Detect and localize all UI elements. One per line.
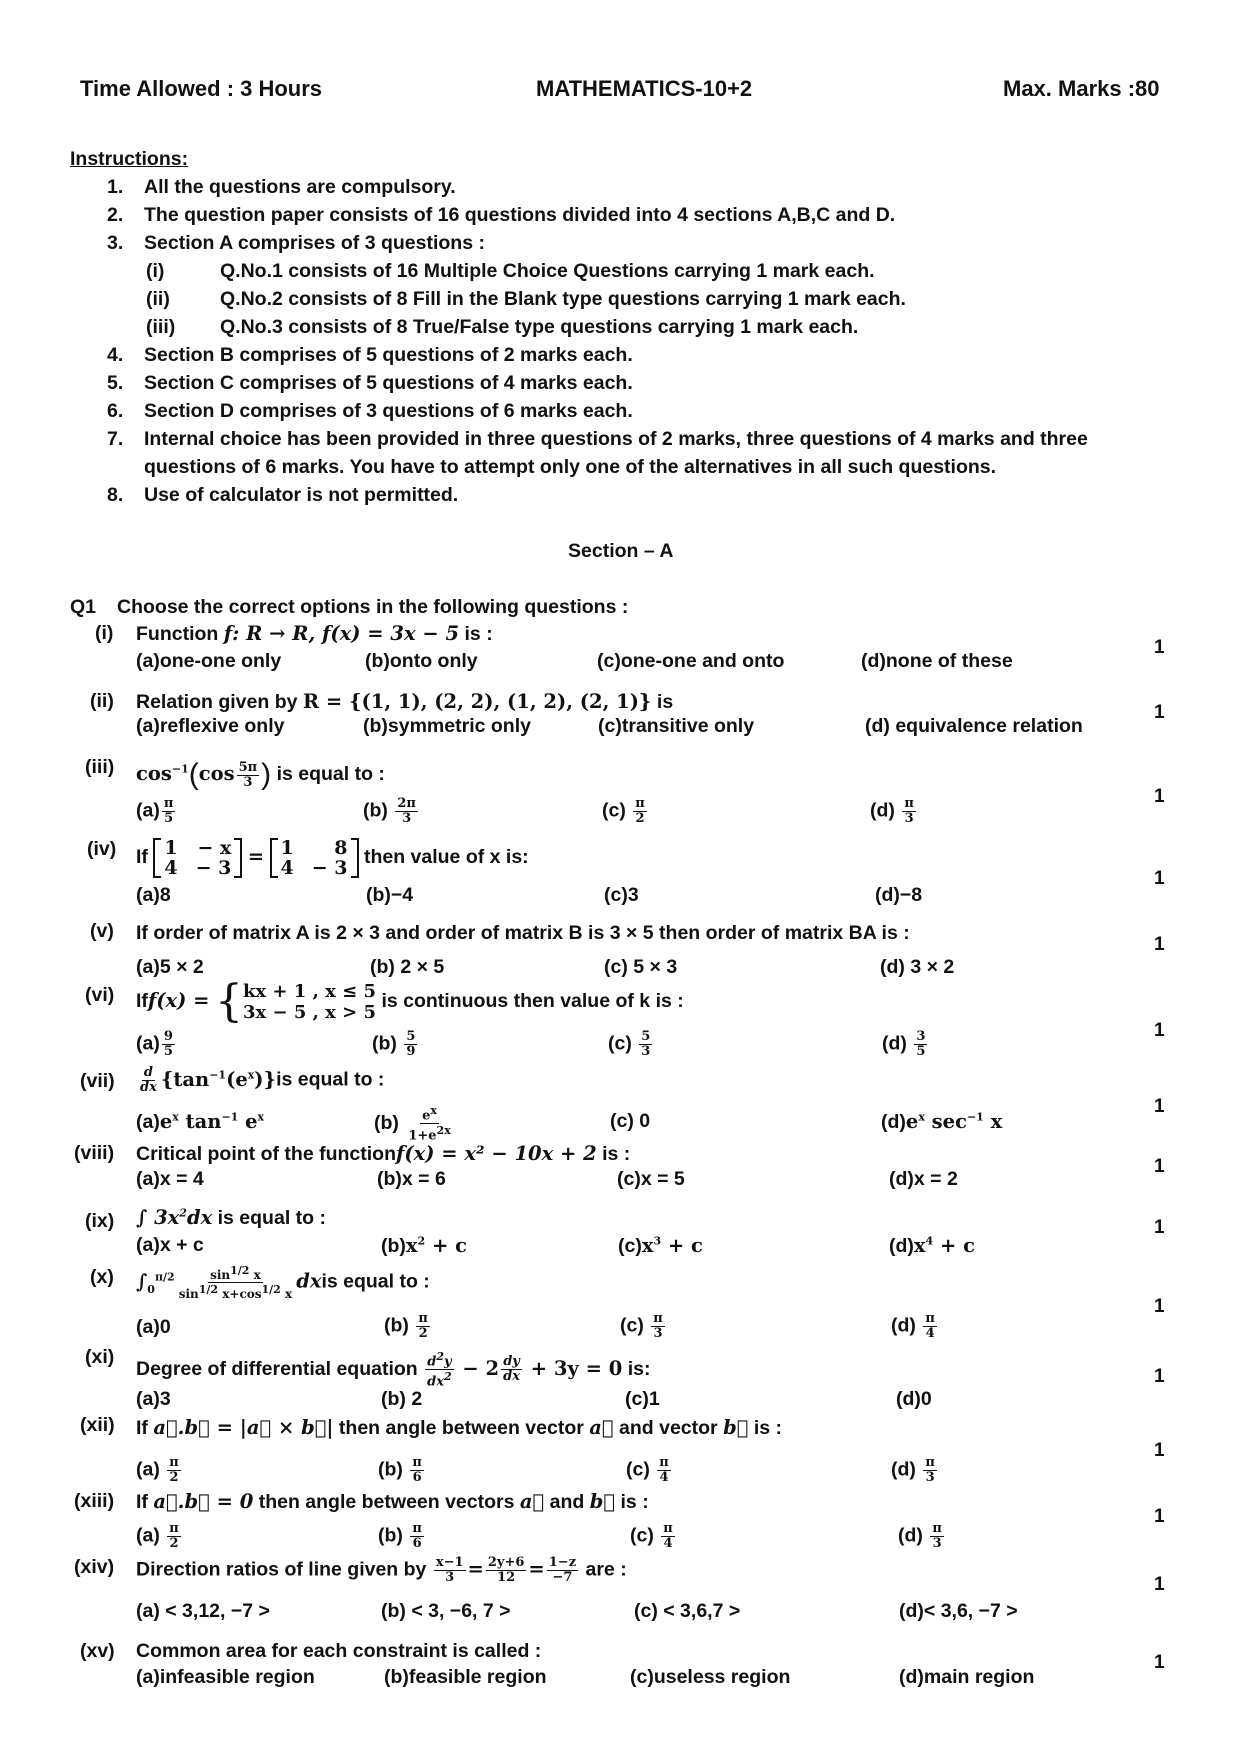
question-stem: Critical point of the functionf(x) = x² − 10x + 2 is : bbox=[136, 1142, 631, 1165]
sub-instruction-num: (iii) bbox=[146, 316, 176, 338]
instruction-num: 5. bbox=[107, 372, 124, 394]
option-c: (c) $\frac{\pi}{3}$ bbox=[620, 1311, 663, 1341]
instruction-text: Section B comprises of 5 questions of 2 marks each. bbox=[144, 344, 633, 366]
option-d: $(d)x^4 + c$ bbox=[889, 1234, 975, 1257]
option-b: (b) $\frac{\pi}{6}$ bbox=[378, 1455, 422, 1485]
option-a: (a)5 × 2 bbox=[136, 956, 204, 978]
option-d: (d) equivalence relation bbox=[865, 715, 1083, 737]
option-d: (d)< 3,6, −7 > bbox=[899, 1600, 1018, 1622]
option-b: (b)x = 6 bbox=[377, 1168, 446, 1190]
option-d: (d) 3 × 2 bbox=[880, 956, 955, 978]
option-d: (d) $\frac{\pi}{3}$ bbox=[870, 796, 914, 826]
instruction-text: The question paper consists of 16 questions divided into 4 sections A,B,C and D. bbox=[144, 204, 896, 226]
sub-instruction-text: Q.No.3 consists of 8 True/False type questions carrying 1 mark each. bbox=[220, 316, 859, 338]
question-stem: If 1 − x 4 − 3 = 1 8 4 − 3 then value of x is: bbox=[136, 837, 529, 879]
option-b: (b) 2 bbox=[381, 1388, 423, 1410]
option-b: (b) $\frac{\pi}{6}$ bbox=[378, 1521, 422, 1551]
marks: 1 bbox=[1154, 1156, 1165, 1177]
option-b: (b)symmetric only bbox=[363, 715, 531, 737]
option-c: (c) $\frac{\pi}{4}$ bbox=[630, 1521, 673, 1551]
instruction-num: 3. bbox=[107, 232, 124, 254]
sub-instruction-num: (i) bbox=[146, 260, 165, 282]
marks: 1 bbox=[1154, 1506, 1165, 1527]
option-b: (b)onto only bbox=[365, 650, 478, 672]
option-c: (c) $\frac{\pi}{4}$ bbox=[626, 1455, 669, 1485]
instruction-num: 8. bbox=[107, 484, 124, 506]
option-c: (c) $\frac{\pi}{2}$ bbox=[602, 796, 645, 826]
instruction-text-continued: questions of 6 marks. You have to attempt only one of the alternatives in all such questions. bbox=[144, 456, 997, 478]
sub-question-num: (xi) bbox=[85, 1346, 115, 1368]
marks: 1 bbox=[1154, 1217, 1165, 1238]
question-number: Q1 bbox=[70, 596, 97, 618]
time-allowed: Time Allowed : 3 Hours bbox=[80, 76, 323, 101]
option-b: (b)−4 bbox=[366, 884, 414, 906]
marks: 1 bbox=[1154, 1440, 1165, 1461]
question-stem: Common area for each constraint is called : bbox=[136, 1640, 542, 1662]
question-stem: $\cos^{-1}(\cos$ $\frac{5\pi}{3}$ ) is equal to : bbox=[136, 758, 385, 791]
marks: 1 bbox=[1154, 934, 1165, 955]
question-stem: $\int_0^{\pi/2}$ $\frac{\sin^{1/2} x}{\sin^{1/2} x+\cos^{1/2} x}$ dxis equal to : bbox=[136, 1264, 430, 1301]
option-a: (a)infeasible region bbox=[136, 1666, 315, 1688]
option-b: (b) < 3, −6, 7 > bbox=[381, 1600, 511, 1622]
question-stem: If a⃗.b⃗ = |a⃗ × b⃗| then angle between vector a⃗ and vector b⃗ is : bbox=[136, 1416, 783, 1439]
max-marks: Max. Marks :80 bbox=[1003, 76, 1160, 101]
option-c: (c)one-one and onto bbox=[597, 650, 785, 672]
option-c: (c)transitive only bbox=[598, 715, 755, 737]
option-d: $(d)e^x$ $\sec^{-1} x$ bbox=[881, 1110, 1003, 1133]
marks: 1 bbox=[1154, 637, 1165, 658]
question-stem: $\frac{d}{dx}$ $\{\tan^{-1}(e^x)\}is$ equal to : bbox=[140, 1065, 385, 1095]
option-a: (a) $\frac{9}{5}$ bbox=[136, 1029, 173, 1059]
instruction-num: 2. bbox=[107, 204, 124, 226]
option-a: (a)one-one only bbox=[136, 650, 282, 672]
sub-question-num: (i) bbox=[95, 622, 114, 644]
section-title: Section – A bbox=[568, 540, 674, 562]
option-b: (b) 2 × 5 bbox=[370, 956, 445, 978]
marks: 1 bbox=[1154, 868, 1165, 889]
option-d: (d) $\frac{3}{5}$ bbox=[882, 1029, 926, 1059]
option-d: (d) $\frac{\pi}{3}$ bbox=[891, 1455, 935, 1485]
sub-question-num: (xiv) bbox=[74, 1556, 115, 1578]
marks: 1 bbox=[1154, 1366, 1165, 1387]
option-b: (b) $\frac{2\pi}{3}$ bbox=[363, 796, 416, 826]
instruction-num: 1. bbox=[107, 176, 124, 198]
option-c: (c)x = 5 bbox=[617, 1168, 685, 1190]
option-a: (a)x = 4 bbox=[136, 1168, 204, 1190]
instruction-num: 6. bbox=[107, 400, 124, 422]
sub-question-num: (ii) bbox=[90, 690, 114, 712]
marks: 1 bbox=[1154, 1096, 1165, 1117]
option-c: (c) 0 bbox=[610, 1110, 651, 1132]
marks: 1 bbox=[1154, 786, 1165, 807]
paper-subject: MATHEMATICS-10+2 bbox=[536, 76, 753, 101]
option-a: $(a)e^x$ $\tan^{-1} e^x$ bbox=[136, 1110, 265, 1133]
instruction-text: All the questions are compulsory. bbox=[144, 176, 456, 198]
option-b: (b) $\frac{\pi}{2}$ bbox=[384, 1311, 428, 1341]
instruction-text: Use of calculator is not permitted. bbox=[144, 484, 459, 506]
option-c: $(c)x^3 + c$ bbox=[618, 1234, 703, 1257]
option-d: (d)main region bbox=[899, 1666, 1035, 1688]
option-c: (c)useless region bbox=[630, 1666, 791, 1688]
marks: 1 bbox=[1154, 1652, 1165, 1673]
option-c: (c) $\frac{5}{3}$ bbox=[608, 1029, 651, 1059]
sub-question-num: (xiii) bbox=[74, 1490, 115, 1512]
sub-instruction-text: Q.No.1 consists of 16 Multiple Choice Questions carrying 1 mark each. bbox=[220, 260, 875, 282]
marks: 1 bbox=[1154, 1020, 1165, 1041]
option-a: (a) < 3,12, −7 > bbox=[136, 1600, 270, 1622]
instruction-text: Section C comprises of 5 questions of 4 marks each. bbox=[144, 372, 633, 394]
question-heading: Choose the correct options in the following questions : bbox=[117, 596, 629, 618]
option-a: (a)reflexive only bbox=[136, 715, 285, 737]
question-stem: Degree of differential equation $\frac{d^2y}{dx^2}$ − 2 $\frac{dy}{dx}$ + 3y = 0 is: bbox=[136, 1350, 651, 1390]
marks: 1 bbox=[1154, 1574, 1165, 1595]
option-a: (a)x + c bbox=[136, 1234, 204, 1256]
sub-question-num: (viii) bbox=[74, 1142, 115, 1164]
sub-question-num: (vi) bbox=[85, 984, 115, 1006]
sub-question-num: (iii) bbox=[85, 756, 115, 778]
sub-question-num: (iv) bbox=[87, 838, 117, 860]
question-stem: If order of matrix A is 2 × 3 and order of matrix B is 3 × 5 then order of matrix BA is : bbox=[136, 922, 910, 944]
option-b: (b) $\frac{e^x}{1+e^{2x}}$ bbox=[374, 1104, 451, 1144]
option-a: (a) $\frac{\pi}{2}$ bbox=[136, 1521, 179, 1551]
option-d: (d)−8 bbox=[875, 884, 923, 906]
option-d: (d) $\frac{\pi}{4}$ bbox=[891, 1311, 935, 1341]
option-b: (b) $\frac{5}{9}$ bbox=[372, 1029, 416, 1059]
question-stem: Function f: R → R, f(x) = 3x − 5 is : bbox=[136, 622, 493, 645]
sub-question-num: (x) bbox=[90, 1266, 114, 1288]
option-d: (d)x = 2 bbox=[889, 1168, 958, 1190]
option-d: (d)0 bbox=[896, 1388, 932, 1410]
option-b: $(b)x^2 + c$ bbox=[381, 1234, 467, 1257]
sub-instruction-text: Q.No.2 consists of 8 Fill in the Blank type questions carrying 1 mark each. bbox=[220, 288, 906, 310]
marks: 1 bbox=[1154, 702, 1165, 723]
sub-question-num: (v) bbox=[90, 920, 114, 942]
option-c: (c)3 bbox=[604, 884, 639, 906]
option-a: (a) $\frac{\pi}{5}$ bbox=[136, 796, 174, 826]
option-d: (d)none of these bbox=[861, 650, 1013, 672]
question-stem: If a⃗.b⃗ = 0 then angle between vectors a⃗ and b⃗ is : bbox=[136, 1490, 649, 1513]
option-a: (a)0 bbox=[136, 1316, 171, 1338]
option-c: (c) < 3,6,7 > bbox=[634, 1600, 741, 1622]
option-d: (d) $\frac{\pi}{3}$ bbox=[898, 1521, 942, 1551]
instruction-text: Section A comprises of 3 questions : bbox=[144, 232, 485, 254]
question-stem: Iff(x) = { kx + 1 , x ≤ 5 3x − 5 , x > 5 is continuous then value of k is : bbox=[136, 976, 684, 1027]
question-stem: Direction ratios of line given by $\frac{x-1}{3}$ = $\frac{2y+6}{12}$ = $\frac{1-z}{-7}$ are : bbox=[136, 1555, 627, 1585]
option-a: (a) $\frac{\pi}{2}$ bbox=[136, 1455, 179, 1485]
sub-instruction-num: (ii) bbox=[146, 288, 170, 310]
sub-question-num: (xii) bbox=[80, 1414, 115, 1436]
sub-question-num: (vii) bbox=[80, 1070, 115, 1092]
instruction-text: Section D comprises of 3 questions of 6 marks each. bbox=[144, 400, 633, 422]
question-stem: Relation given by R = {(1, 1), (2, 2), (1, 2), (2, 1)} is bbox=[136, 690, 674, 713]
instruction-num: 7. bbox=[107, 428, 124, 450]
marks: 1 bbox=[1154, 1296, 1165, 1317]
sub-question-num: (xv) bbox=[80, 1640, 115, 1662]
option-c: (c)1 bbox=[625, 1388, 660, 1410]
option-a: (a)8 bbox=[136, 884, 171, 906]
instruction-text: Internal choice has been provided in three questions of 2 marks, three questions of 4 marks and three bbox=[144, 428, 1088, 450]
instructions-title: Instructions: bbox=[70, 148, 189, 170]
instruction-num: 4. bbox=[107, 344, 124, 366]
question-stem: ∫ $3x^2dx$ is equal to : bbox=[136, 1206, 326, 1229]
option-b: (b)feasible region bbox=[384, 1666, 547, 1688]
option-a: (a)3 bbox=[136, 1388, 171, 1410]
option-c: (c) 5 × 3 bbox=[604, 956, 678, 978]
sub-question-num: (ix) bbox=[85, 1210, 115, 1232]
